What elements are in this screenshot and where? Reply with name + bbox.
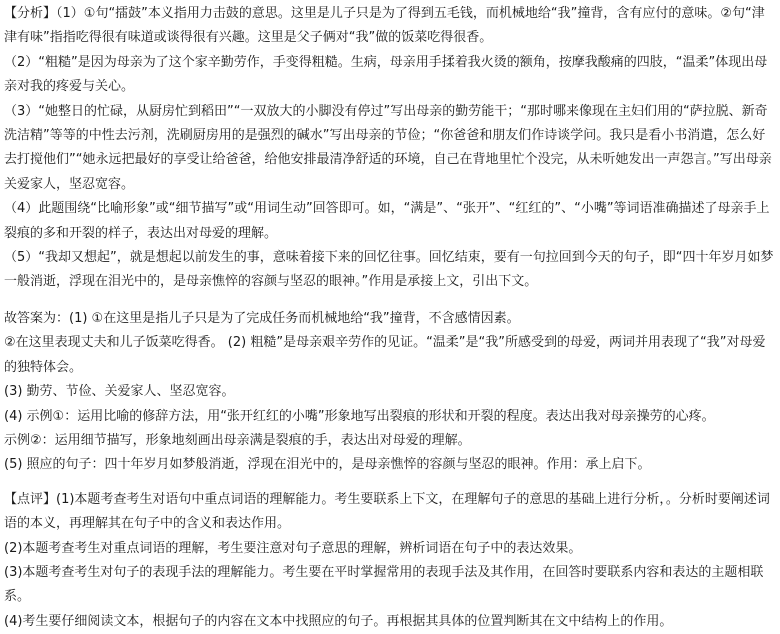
answer-line-1: 故答案为：(1) ①在这里是指儿子只是为了完成任务而机械地给“我”撞背，不含感情因素。 — [4, 310, 520, 326]
comment-section — [4, 488, 776, 634]
analysis-section — [4, 2, 776, 295]
analysis-q1 — [4, 2, 776, 51]
comment-line-4: (4)考生要仔细阅读文本，根据句子的内容在文本中找照应的句子。再根据其具体的位置判断其在文中结构上的作用。 — [4, 613, 673, 629]
answer-section — [4, 307, 776, 478]
analysis-q5: （5）“我却又想起”，就是想起以前发生的事，意味着接下来的回忆往事。回忆结束，要有一句拉回到今天的句子，即“四十年岁月如梦一般消逝，浮现在泪光中的，是母亲憔悴的容颜与坚忍的眼神。”作用是承接上文，引出下文。 — [4, 250, 774, 290]
answer-line-2: ②在这里表现丈夫和儿子饭菜吃得香。 (2) 粗糙”是母亲艰辛劳作的见证。“温柔”是“我”所感受到的母爱，两词并用表现了“我”对母爱的独特体会。 — [4, 335, 766, 375]
answer-line-6: (5) 照应的句子：四十年岁月如梦般消逝，浮现在泪光中的，是母亲憔悴的容颜与坚忍的眼神。作用：承上启下。 — [4, 457, 651, 473]
section-spacer — [4, 478, 776, 488]
analysis-heading: 【分析】 — [4, 6, 57, 21]
analysis-q1-text: （1）①句“擂鼓”本义指用力击鼓的意思。这里是儿子只是为了得到五毛钱，而机械地给“我”撞背，含有应付的意味。②句“津津有味”指指吃得很有味道或谈得很有兴趣。这里是父子俩对“我”做的饭菜吃得很香。 — [4, 6, 765, 46]
analysis-q2: （2）“粗糙”是因为母亲为了这个家辛勤劳作，手变得粗糙。生病，母亲用手揉着我火烫的额角，按摩我酸痛的四肢，“温柔”体现出母亲对我的疼爱与关心。 — [4, 54, 768, 95]
analysis-q3: （3）“她整日的忙碌，从厨房忙到稻田”“一双放大的小脚没有停过”写出母亲的勤劳能干；“那时哪来像现在主妇们用的“萨拉脱、新奇洗洁精”等等的中性去污剂，洗刷厨房用的是强烈的碱水”写出母亲的节俭；“你爸爸和朋友们作诗谈学问。我只是看小书消遣，怎么好去打搅他们”“她永远把最好的享受让给爸爸，给他安排最清净舒适的环境，自己在背地里忙个没完，从未听她发出一声怨言。”写出母亲关爱家人，坚忍宽容。 — [4, 103, 772, 192]
comment-line-1: 【点评】(1)本题考查考生对语句中重点词语的理解能力。考生要联系上下文，在理解句子的意思的基础上进行分析，。分析时要阐述词语的本义，再理解其在句子中的含义和表达作用。 — [4, 491, 770, 532]
analysis-q4: （4）此题围绕“比喻形象”或“细节描写”或“用词生动”回答即可。如，“满是”、“张开”、“红红的”、“小嘴”等词语准确描述了母亲手上裂痕的多和开裂的样子，表达出对母爱的理解。 — [4, 201, 770, 241]
answer-line-3: (3) 勤劳、节俭、关爱家人、坚忍宽容。 — [4, 384, 235, 400]
comment-line-3: (3)本题考查考生对句子的表现手法的理解能力。考生要在平时掌握常用的表现手法及其作用，在回答时要联系内容和表达的主题相联系。 — [4, 564, 764, 605]
answer-line-5: 示例②：运用细节描写，形象地刻画出母亲满是裂痕的手，表达出对母爱的理解。 — [4, 432, 471, 448]
comment-line-2: (2)本题考查考生对重点词语的理解，考生要注意对句子意思的理解，辨析词语在句子中的表达效果。 — [4, 540, 582, 556]
answer-line-4: (4) 示例①：运用比喻的修辞方法，用“张开红红的小嘴”形象地写出裂痕的形状和开裂的程度。表达出我对母亲操劳的心疼。 — [4, 408, 715, 424]
section-spacer — [4, 295, 776, 307]
